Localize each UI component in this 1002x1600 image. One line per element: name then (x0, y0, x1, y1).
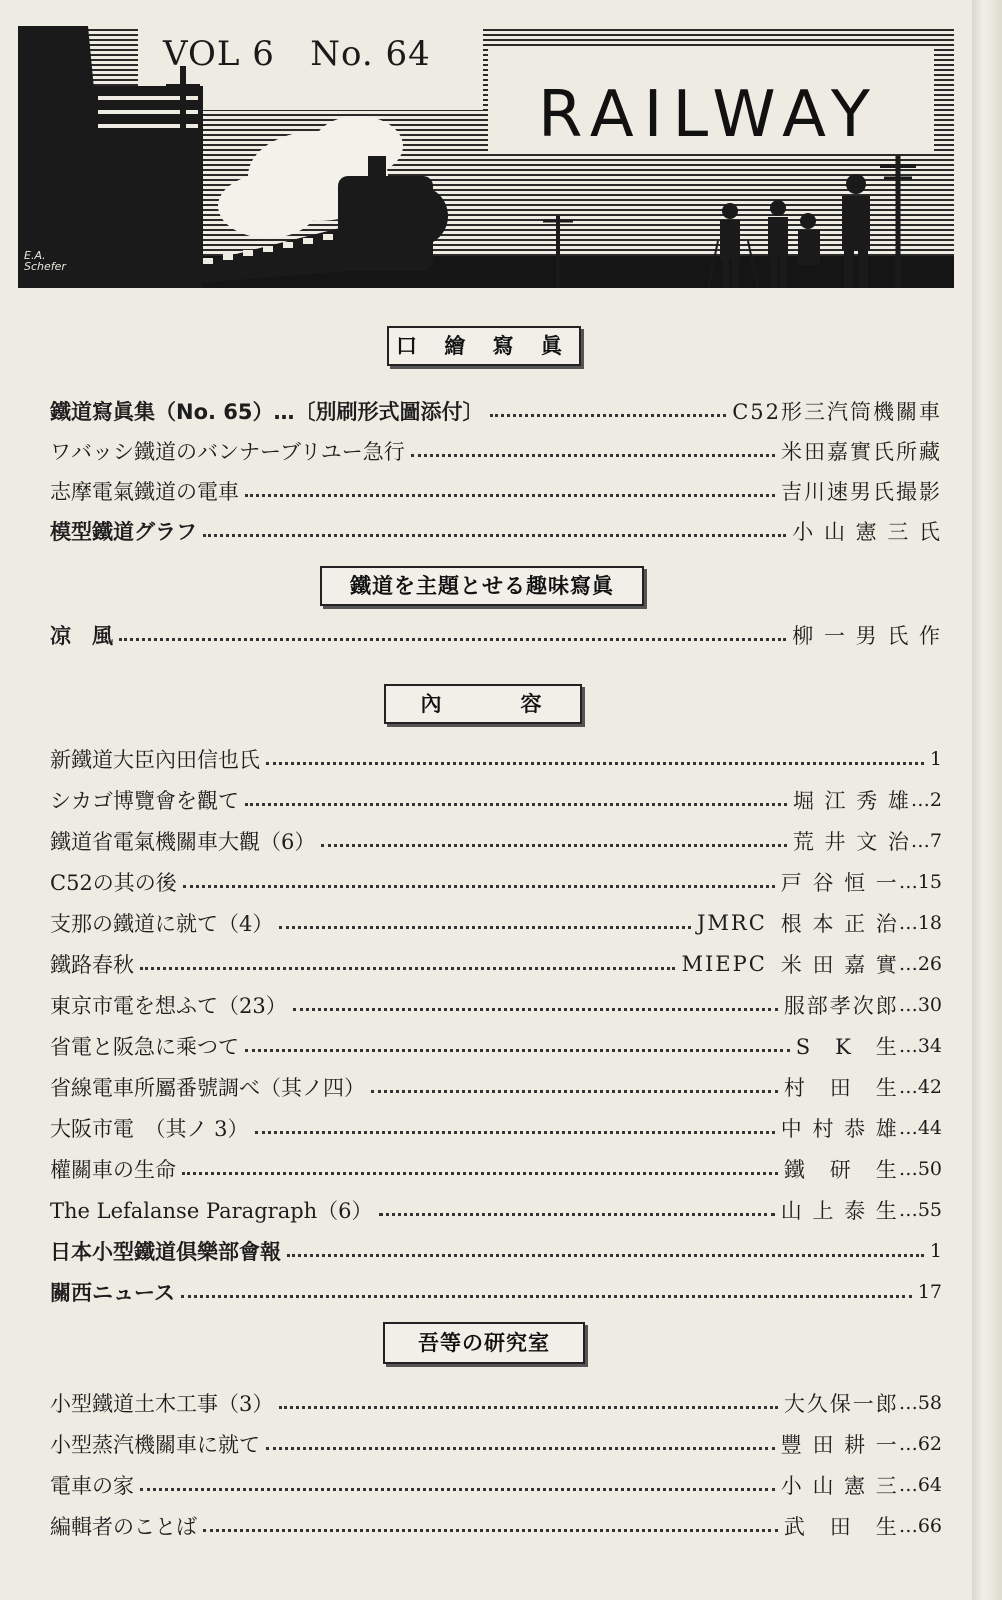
section-header-kuchie: 口 繪 寫 眞 (387, 326, 581, 366)
dot-leader (266, 761, 924, 765)
volume-number (163, 34, 431, 74)
list-item (50, 1151, 942, 1187)
entry-page: 64 (917, 1474, 942, 1496)
dot-leader (411, 453, 775, 457)
page-prefix: … (910, 830, 930, 852)
entry-title: 支那の鐵道に就て（4） (50, 912, 274, 936)
entry-author: 堀 江 秀 雄 (792, 789, 911, 813)
entry-title: 志摩電氣鐵道の電車 (50, 480, 239, 504)
list-item (50, 473, 942, 509)
list-item (50, 1274, 942, 1310)
masthead (18, 26, 954, 288)
entry-title: 省線電車所屬番號調べ（其ノ四） (50, 1076, 365, 1100)
list-item (50, 782, 942, 818)
entry-author: 荒 井 文 治 (792, 830, 911, 854)
entry-title: 編輯者のことば (50, 1515, 197, 1539)
entry-title: 日本小型鐵道倶樂部會報 (50, 1240, 281, 1264)
page-prefix: … (898, 994, 918, 1016)
dot-leader (203, 1528, 778, 1532)
list-item (50, 393, 942, 429)
dot-leader (279, 1405, 777, 1409)
page-prefix: … (898, 1117, 918, 1139)
page-prefix: … (898, 1199, 918, 1221)
list-item (50, 1508, 942, 1544)
entry-page: 30 (917, 994, 942, 1016)
entry-title: 大阪市電 （其ノ 3） (50, 1117, 249, 1141)
page-prefix: … (898, 1076, 918, 1098)
entry-author: 武 田 生 (783, 1515, 899, 1539)
entry-title: 模型鐵道グラフ (50, 520, 197, 544)
list-item (50, 1233, 942, 1269)
page-prefix: … (898, 912, 918, 934)
list-item (50, 987, 942, 1023)
page-prefix: … (898, 1433, 918, 1455)
entry-author: C52形三汽筒機關車 (732, 400, 942, 424)
dot-leader (266, 1446, 775, 1450)
list-item (50, 905, 942, 941)
entry-page: 1 (929, 748, 942, 770)
entry-author: 村 田 生 (783, 1076, 899, 1100)
entry-page: 34 (917, 1035, 942, 1057)
list-item (50, 1069, 942, 1105)
locomotive-illustration (18, 26, 954, 288)
artist-signature-line1: E.A. (24, 249, 46, 262)
entry-title: C52の其の後 (50, 871, 177, 895)
dot-leader (321, 843, 787, 847)
list-item (50, 741, 942, 777)
entry-title: 省電と阪急に乘つて (50, 1035, 239, 1059)
entry-title: 鐵路春秋 (50, 953, 134, 977)
entry-author: 小 山 憲 三 氏 (792, 520, 942, 544)
entry-page: 42 (917, 1076, 942, 1098)
page-prefix: … (898, 871, 918, 893)
dot-leader (379, 1212, 775, 1216)
entry-title: 東京市電を想ふて（23） (50, 994, 287, 1018)
entry-author: 戸 谷 恒 一 (780, 871, 899, 895)
entry-page: 7 (929, 830, 942, 852)
entry-title: 小型蒸汽機關車に就て (50, 1433, 260, 1457)
section-header-kenkyu: 吾等の研究室 (383, 1322, 585, 1364)
entry-title: 電車の家 (50, 1474, 134, 1498)
list-item (50, 1467, 942, 1503)
list-item (50, 1426, 942, 1462)
entry-author: 山 上 泰 生 (780, 1199, 899, 1223)
entry-title: 凉 風 (50, 624, 113, 648)
page-prefix: … (910, 789, 930, 811)
entry-page: 62 (917, 1433, 942, 1455)
entry-author: 吉川速男氏撮影 (781, 480, 942, 504)
entry-author: 柳 一 男 氏 作 (792, 624, 942, 648)
entry-page: 15 (917, 871, 942, 893)
entry-page: 1 (929, 1240, 942, 1262)
dot-leader (140, 1487, 775, 1491)
entry-page: 44 (917, 1117, 942, 1139)
entry-title: シカゴ博覽會を觀て (50, 789, 239, 813)
dot-leader (255, 1130, 775, 1134)
entry-page: 66 (917, 1515, 942, 1537)
entry-title: 小型鐵道土木工事（3） (50, 1392, 274, 1416)
entry-title: 新鐵道大臣內田信也氏 (50, 748, 260, 772)
entry-author: 米田嘉實氏所藏 (781, 440, 942, 464)
list-item (50, 1028, 942, 1064)
entry-author: 根 本 正 治 (780, 912, 899, 936)
entry-author: 豐 田 耕 一 (780, 1433, 899, 1457)
magazine-title: RAILWAY (538, 78, 880, 152)
list-item (50, 513, 942, 549)
list-item (50, 433, 942, 469)
entry-title: ワバッシ鐵道のバンナーブリユー急行 (50, 440, 405, 464)
entry-author: 服部孝次郎 (783, 994, 899, 1018)
dot-leader (183, 884, 775, 888)
entry-author: 鐵 研 生 (783, 1158, 899, 1182)
volume-label: VOL 6 (163, 34, 275, 74)
entry-page: 18 (917, 912, 942, 934)
page-prefix: … (898, 1474, 918, 1496)
dot-leader (371, 1089, 778, 1093)
entry-page: 26 (917, 953, 942, 975)
page-edge (972, 0, 1002, 1600)
entry-title: 關西ニュース (50, 1281, 175, 1305)
artist-signature-line2: Schefer (24, 260, 66, 273)
entry-title: 鐵道寫眞集（No. 65）…〔別刷形式圖添付〕 (50, 400, 484, 424)
dot-leader (245, 802, 787, 806)
page-prefix: … (898, 953, 918, 975)
list-item (50, 864, 942, 900)
page-prefix: … (898, 1392, 918, 1414)
dot-leader (203, 533, 786, 537)
dot-leader (119, 637, 786, 641)
entry-author: 中 村 恭 雄 (780, 1117, 899, 1141)
dot-leader (279, 925, 691, 929)
issue-number-label: No. 64 (310, 34, 431, 74)
list-item (50, 1110, 942, 1146)
entry-author: 米 田 嘉 實 (780, 953, 899, 977)
page-prefix: … (898, 1035, 918, 1057)
page-prefix: … (898, 1515, 918, 1537)
section-header-naiyou: 內 容 (384, 684, 582, 724)
dot-leader (293, 1007, 778, 1011)
entry-page: 55 (917, 1199, 942, 1221)
entry-page: 2 (929, 789, 942, 811)
dot-leader (287, 1253, 924, 1257)
entry-org: JMRC (696, 911, 767, 935)
entry-title: The Lefalanse Paragraph（6） (50, 1199, 373, 1223)
dot-leader (245, 1048, 790, 1052)
dot-leader (490, 413, 727, 417)
entry-title: 鐵道省電氣機關車大觀（6） (50, 830, 316, 854)
entry-org: MIEPC (681, 952, 767, 976)
entry-author: 小 山 憲 三 (780, 1474, 899, 1498)
artist-signature (24, 250, 66, 272)
list-item (50, 617, 942, 653)
dot-leader (140, 966, 675, 970)
dot-leader (245, 493, 775, 497)
dot-leader (181, 1294, 912, 1298)
entry-page: 17 (917, 1281, 942, 1303)
list-item (50, 823, 942, 859)
list-item (50, 946, 942, 982)
section-header-shumi: 鐵道を主題とせる趣味寫眞 (320, 566, 644, 606)
list-item (50, 1192, 942, 1228)
entry-author: S K 生 (795, 1035, 899, 1059)
entry-title: 權關車の生命 (50, 1158, 176, 1182)
dot-leader (182, 1171, 778, 1175)
entry-author: 大久保一郎 (783, 1392, 899, 1416)
entry-page: 50 (917, 1158, 942, 1180)
list-item (50, 1385, 942, 1421)
entry-page: 58 (917, 1392, 942, 1414)
page-prefix: … (898, 1158, 918, 1180)
